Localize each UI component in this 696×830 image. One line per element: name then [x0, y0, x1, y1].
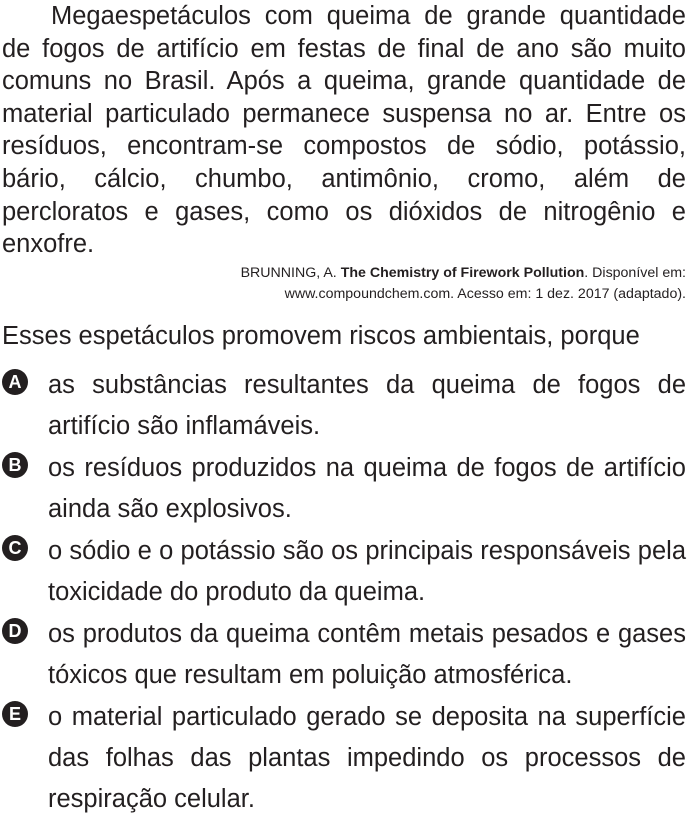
- option-letter-b-icon: B: [2, 452, 28, 478]
- option-letter-e-icon: E: [2, 701, 28, 727]
- question-stem: Esses espetáculos promovem riscos ambientais, porque: [2, 322, 640, 350]
- option-a-text: as substâncias resultantes da queima de fogos de artifício são inflamáveis.: [48, 371, 686, 440]
- citation-title: The Chemistry of Firework Pollution: [340, 265, 585, 281]
- option-d-text: os produtos da queima contêm metais pesados e gases tóxicos que resultam em poluição atmosférica.: [48, 620, 686, 689]
- option-e-text: o material particulado gerado se deposita na superfície das folhas das plantas impedindo os processos de respiração celular.: [48, 703, 686, 813]
- option-letter-d-icon: D: [2, 618, 28, 644]
- citation-access: www.compoundchem.com. Acesso em: 1 dez. 2017 (adaptado).: [284, 286, 686, 302]
- option-letter-a-icon: A: [2, 369, 28, 395]
- option-b-text: os resíduos produzidos na queima de fogos de artifício ainda são explosivos.: [48, 454, 686, 523]
- passage-text: Megaespetáculos com queima de grande quantidade de fogos de artifício em festas de final de ano são muito comuns no Brasil. Após a queima, grande quantidade de material particulado permanece suspensa no ar. Entre os resíduos, encontram-se compostos de sódio, potássio, bário, cálcio, chumbo, antimônio, cromo, além de percloratos e gases, como os dióxidos de nitrogênio e enxofre.: [2, 2, 686, 259]
- citation-source: . Disponível em:: [584, 265, 686, 281]
- citation: [126, 263, 686, 305]
- citation-author: BRUNNING, A.: [240, 265, 341, 281]
- option-letter-c-icon: C: [2, 535, 28, 561]
- option-c-text: o sódio e o potássio são os principais responsáveis pela toxicidade do produto da queima.: [48, 537, 686, 606]
